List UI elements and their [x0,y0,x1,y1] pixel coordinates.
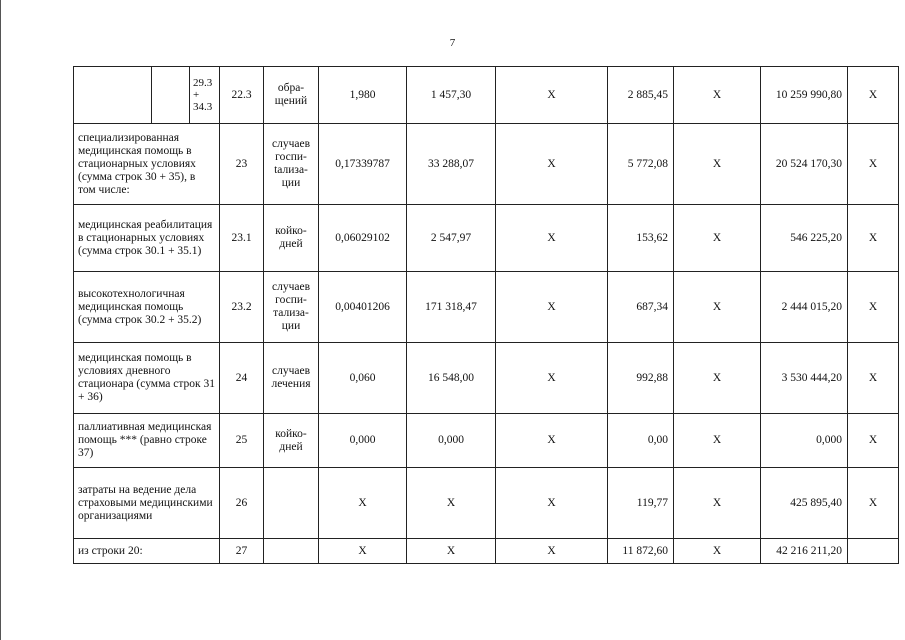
percent-cell [848,539,899,564]
row-name-cell: медицинская помощь в условиях дневного стационара (сумма строк 31 + 36) [74,343,220,414]
percent-cell: X [848,205,899,272]
cost-cell: X [407,539,496,564]
volume-cell: 0,06029102 [319,205,407,272]
budget-total-cell: X [674,414,761,468]
table-row [74,205,899,272]
budget-per-capita-cell: X [496,124,608,205]
cost-cell: 2 547,97 [407,205,496,272]
unit-cell: обра- щений [264,67,319,124]
volume-cell: X [319,468,407,539]
row-name-cell: медицинская реабилитация в стационарных условиях (сумма строк 30.1 + 35.1) [74,205,220,272]
row-name-cell: паллиативная медицинская помощь *** (равно строке 37) [74,414,220,468]
percent-cell: X [848,272,899,343]
budget-total-cell: X [674,343,761,414]
volume-cell: 1,980 [319,67,407,124]
cost-cell: X [407,468,496,539]
volume-cell: X [319,539,407,564]
oms-per-capita-cell: 153,62 [608,205,674,272]
oms-total-cell: 20 524 170,30 [761,124,848,205]
unit-cell [264,468,319,539]
cost-cell: 171 318,47 [407,272,496,343]
cost-cell: 16 548,00 [407,343,496,414]
volume-cell: 0,17339787 [319,124,407,205]
table-row [74,343,899,414]
volume-cell: 0,000 [319,414,407,468]
percent-cell: X [848,67,899,124]
line-number-cell: 23.2 [220,272,264,343]
oms-per-capita-cell: 5 772,08 [608,124,674,205]
percent-cell: X [848,124,899,205]
line-number-cell: 23 [220,124,264,205]
budget-per-capita-cell: X [496,414,608,468]
budget-total-cell: X [674,205,761,272]
unit-cell: случаев лечения [264,343,319,414]
budget-per-capita-cell: X [496,343,608,414]
budget-total-cell: X [674,67,761,124]
line-number-cell: 23.1 [220,205,264,272]
row-name-cell: высокотехнологичная медицинская помощь (сумма строк 30.2 + 35.2) [74,272,220,343]
page-left-edge [0,0,1,640]
page-number: 7 [449,37,456,49]
oms-per-capita-cell: 119,77 [608,468,674,539]
oms-per-capita-cell: 992,88 [608,343,674,414]
volume-cell: 0,00401206 [319,272,407,343]
oms-total-cell: 3 530 444,20 [761,343,848,414]
budget-total-cell: X [674,272,761,343]
line-number-cell: 24 [220,343,264,414]
line-number-cell: 25 [220,414,264,468]
table-row [74,468,899,539]
blank-cell [74,67,152,124]
percent-cell: X [848,414,899,468]
cost-cell: 0,000 [407,414,496,468]
line-number-cell: 27 [220,539,264,564]
budget-per-capita-cell: X [496,67,608,124]
cost-cell: 33 288,07 [407,124,496,205]
budget-per-capita-cell: X [496,539,608,564]
table-row [74,67,899,124]
budget-per-capita-cell: X [496,468,608,539]
row-name-cell: специализированная медицинская помощь в стационарных условиях (сумма строк 30 + 35), в том числе: [74,124,220,205]
oms-total-cell: 546 225,20 [761,205,848,272]
row-name-cell: из строки 20: [74,539,220,564]
oms-total-cell: 10 259 990,80 [761,67,848,124]
table-row [74,272,899,343]
unit-cell [264,539,319,564]
oms-total-cell: 42 216 211,20 [761,539,848,564]
budget-per-capita-cell: X [496,205,608,272]
line-number-cell: 22.3 [220,67,264,124]
table-row [74,124,899,205]
table-row [74,539,899,564]
budget-total-cell: X [674,539,761,564]
oms-per-capita-cell: 0,00 [608,414,674,468]
unit-cell: койко- дней [264,205,319,272]
row-name-cell: затраты на ведение дела страховыми медицинскими организациями [74,468,220,539]
oms-per-capita-cell: 2 885,45 [608,67,674,124]
unit-cell: случаев госпи- тализа- ции [264,272,319,343]
unit-cell: случаев госпи- tализа- ции [264,124,319,205]
table-row [74,414,899,468]
percent-cell: X [848,343,899,414]
budget-total-cell: X [674,124,761,205]
unit-cell: койко- дней [264,414,319,468]
oms-total-cell: 2 444 015,20 [761,272,848,343]
oms-total-cell: 0,000 [761,414,848,468]
volume-cell: 0,060 [319,343,407,414]
oms-per-capita-cell: 11 872,60 [608,539,674,564]
oms-per-capita-cell: 687,34 [608,272,674,343]
line-number-cell: 26 [220,468,264,539]
budget-per-capita-cell: X [496,272,608,343]
data-table [73,66,899,564]
percent-cell: X [848,468,899,539]
cost-cell: 1 457,30 [407,67,496,124]
blank-cell [152,67,190,124]
oms-total-cell: 425 895,40 [761,468,848,539]
ref-cell: 29.3 + 34.3 [190,67,220,124]
budget-total-cell: X [674,468,761,539]
